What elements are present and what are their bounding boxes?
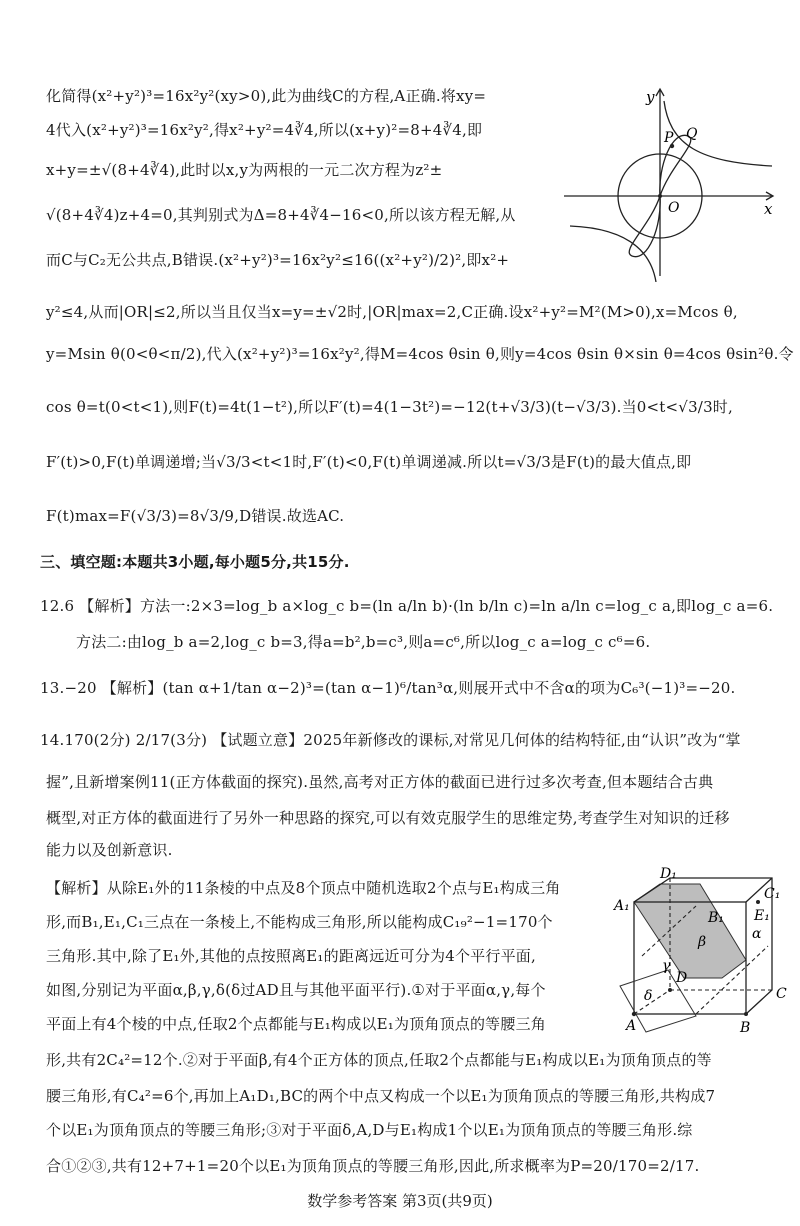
q14-analysis-line: 形,而B₁,E₁,C₁三点在一条棱上,不能构成三角形,所以能构成C₁₉²−1=170个 xyxy=(46,913,553,931)
point-q-label: Q xyxy=(686,126,698,142)
q14-line: 概型,对正方体的截面进行了另外一种思路的探究,可以有效克服学生的思维定势,考查学生对知识的迁移 xyxy=(46,809,730,827)
label-alpha: α xyxy=(752,926,762,942)
q14-analysis-line: 三角形.其中,除了E₁外,其他的点按照离E₁的距离远近可分为4个平行平面, xyxy=(46,947,536,965)
q14-line: 能力以及创新意识. xyxy=(46,841,173,859)
y-axis-label: y xyxy=(646,88,655,106)
label-c1: C₁ xyxy=(764,886,781,902)
cube-figure xyxy=(612,866,792,1036)
label-beta: β xyxy=(698,934,707,950)
text-line: F(t)max=F(√3/3)=8√3/9,D错误.故选AC. xyxy=(46,507,345,525)
curve-figure xyxy=(560,86,780,282)
q14-analysis-line: 个以E₁为顶角顶点的等腰三角形;③对于平面δ,A,D与E₁构成1个以E₁为顶角顶点的等腰三角形.综 xyxy=(46,1121,693,1139)
label-b1: B₁ xyxy=(708,910,724,926)
section-title: 三、填空题:本题共3小题,每小题5分,共15分. xyxy=(40,553,350,571)
text-line: 化简得(x²+y²)³=16x²y²(xy>0),此为曲线C的方程,A正确.将xy= xyxy=(46,87,487,105)
q12-line: 12.6 【解析】方法一:2×3=log_b a×log_c b=(ln a/ln b)·(ln b/ln c)=ln a/ln c=log_c a,即log_c a=6. xyxy=(40,597,774,615)
origin-label: O xyxy=(668,200,680,216)
q14-analysis-line: 形,共有2C₄²=12个.②对于平面β,有4个正方体的顶点,任取2个点都能与E₁构成以E₁为顶角顶点的等 xyxy=(46,1051,712,1069)
q14-analysis-line: 【解析】从除E₁外的11条棱的中点及8个顶点中随机选取2个点与E₁构成三角 xyxy=(46,879,561,897)
label-gamma: γ xyxy=(662,958,671,974)
text-line: y=Msin θ(0<θ<π/2),代入(x²+y²)³=16x²y²,得M=4cos θsin θ,则y=4cos θsin θ×sin θ=4cos θsin²θ.令 xyxy=(46,345,794,363)
x-axis-label: x xyxy=(764,200,773,218)
label-d: D xyxy=(676,970,688,986)
label-c: C xyxy=(776,986,787,1002)
point-p-label: P xyxy=(664,130,674,146)
text-line: √(8+4∛4)z+4=0,其判别式为Δ=8+4∛4−16<0,所以该方程无解,从 xyxy=(46,206,516,224)
q14-analysis-line: 合①②③,共有12+7+1=20个以E₁为顶角顶点的等腰三角形,因此,所求概率为P=20/170=2/17. xyxy=(46,1157,700,1175)
text-line: F′(t)>0,F(t)单调递增;当√3/3<t<1时,F′(t)<0,F(t)单调递减.所以t=√3/3是F(t)的最大值点,即 xyxy=(46,453,692,471)
label-a1: A₁ xyxy=(614,898,630,914)
q14-analysis-line: 腰三角形,有C₄²=6个,再加上A₁D₁,BC的两个中点又构成一个以E₁为顶角顶点的等腰三角形,共构成7 xyxy=(46,1087,716,1105)
label-a: A xyxy=(626,1018,637,1034)
label-e1: E₁ xyxy=(754,908,770,924)
text-line: 而C与C₂无公共点,B错误.(x²+y²)³=16x²y²≤16((x²+y²)/2)²,即x²+ xyxy=(46,251,510,269)
page-footer: 数学参考答案 第3页(共9页) xyxy=(307,1192,493,1210)
q13-line: 13.−20 【解析】(tan α+1/tan α−2)³=(tan α−1)⁶/tan³α,则展开式中不含α的项为C₆³(−1)³=−20. xyxy=(40,679,736,697)
text-line: y²≤4,从而|OR|≤2,所以当且仅当x=y=±√2时,|OR|max=2,C正确.设x²+y²=M²(M>0),x=Mcos θ, xyxy=(46,303,738,321)
text-line: cos θ=t(0<t<1),则F(t)=4t(1−t²),所以F′(t)=4(1−3t²)=−12(t+√3/3)(t−√3/3).当0<t<√3/3时, xyxy=(46,398,733,416)
text-line: x+y=±√(8+4∛4),此时以x,y为两根的一元二次方程为z²± xyxy=(46,161,443,179)
label-delta: δ xyxy=(644,988,653,1004)
q14-line: 握”,且新增案例11(正方体截面的探究).虽然,高考对正方体的截面已进行过多次考查,但本题结合古典 xyxy=(46,773,714,791)
q14-analysis-line: 如图,分别记为平面α,β,γ,δ(δ过AD且与其他平面平行).①对于平面α,γ,每个 xyxy=(46,981,546,999)
label-d1: D₁ xyxy=(660,866,677,882)
label-b: B xyxy=(740,1020,751,1036)
text-line: 4代入(x²+y²)³=16x²y²,得x²+y²=4∛4,所以(x+y)²=8+4∛4,即 xyxy=(46,121,483,139)
q12-line: 方法二:由log_b a=2,log_c b=3,得a=b²,b=c³,则a=c⁶,所以log_c a=log_c c⁶=6. xyxy=(76,633,651,651)
q14-analysis-line: 平面上有4个棱的中点,任取2个点都能与E₁构成以E₁为顶角顶点的等腰三角 xyxy=(46,1015,546,1033)
q14-line: 14.170(2分) 2/17(3分) 【试题立意】2025年新修改的课标,对常见几何体的结构特征,由“认识”改为“掌 xyxy=(40,731,741,749)
